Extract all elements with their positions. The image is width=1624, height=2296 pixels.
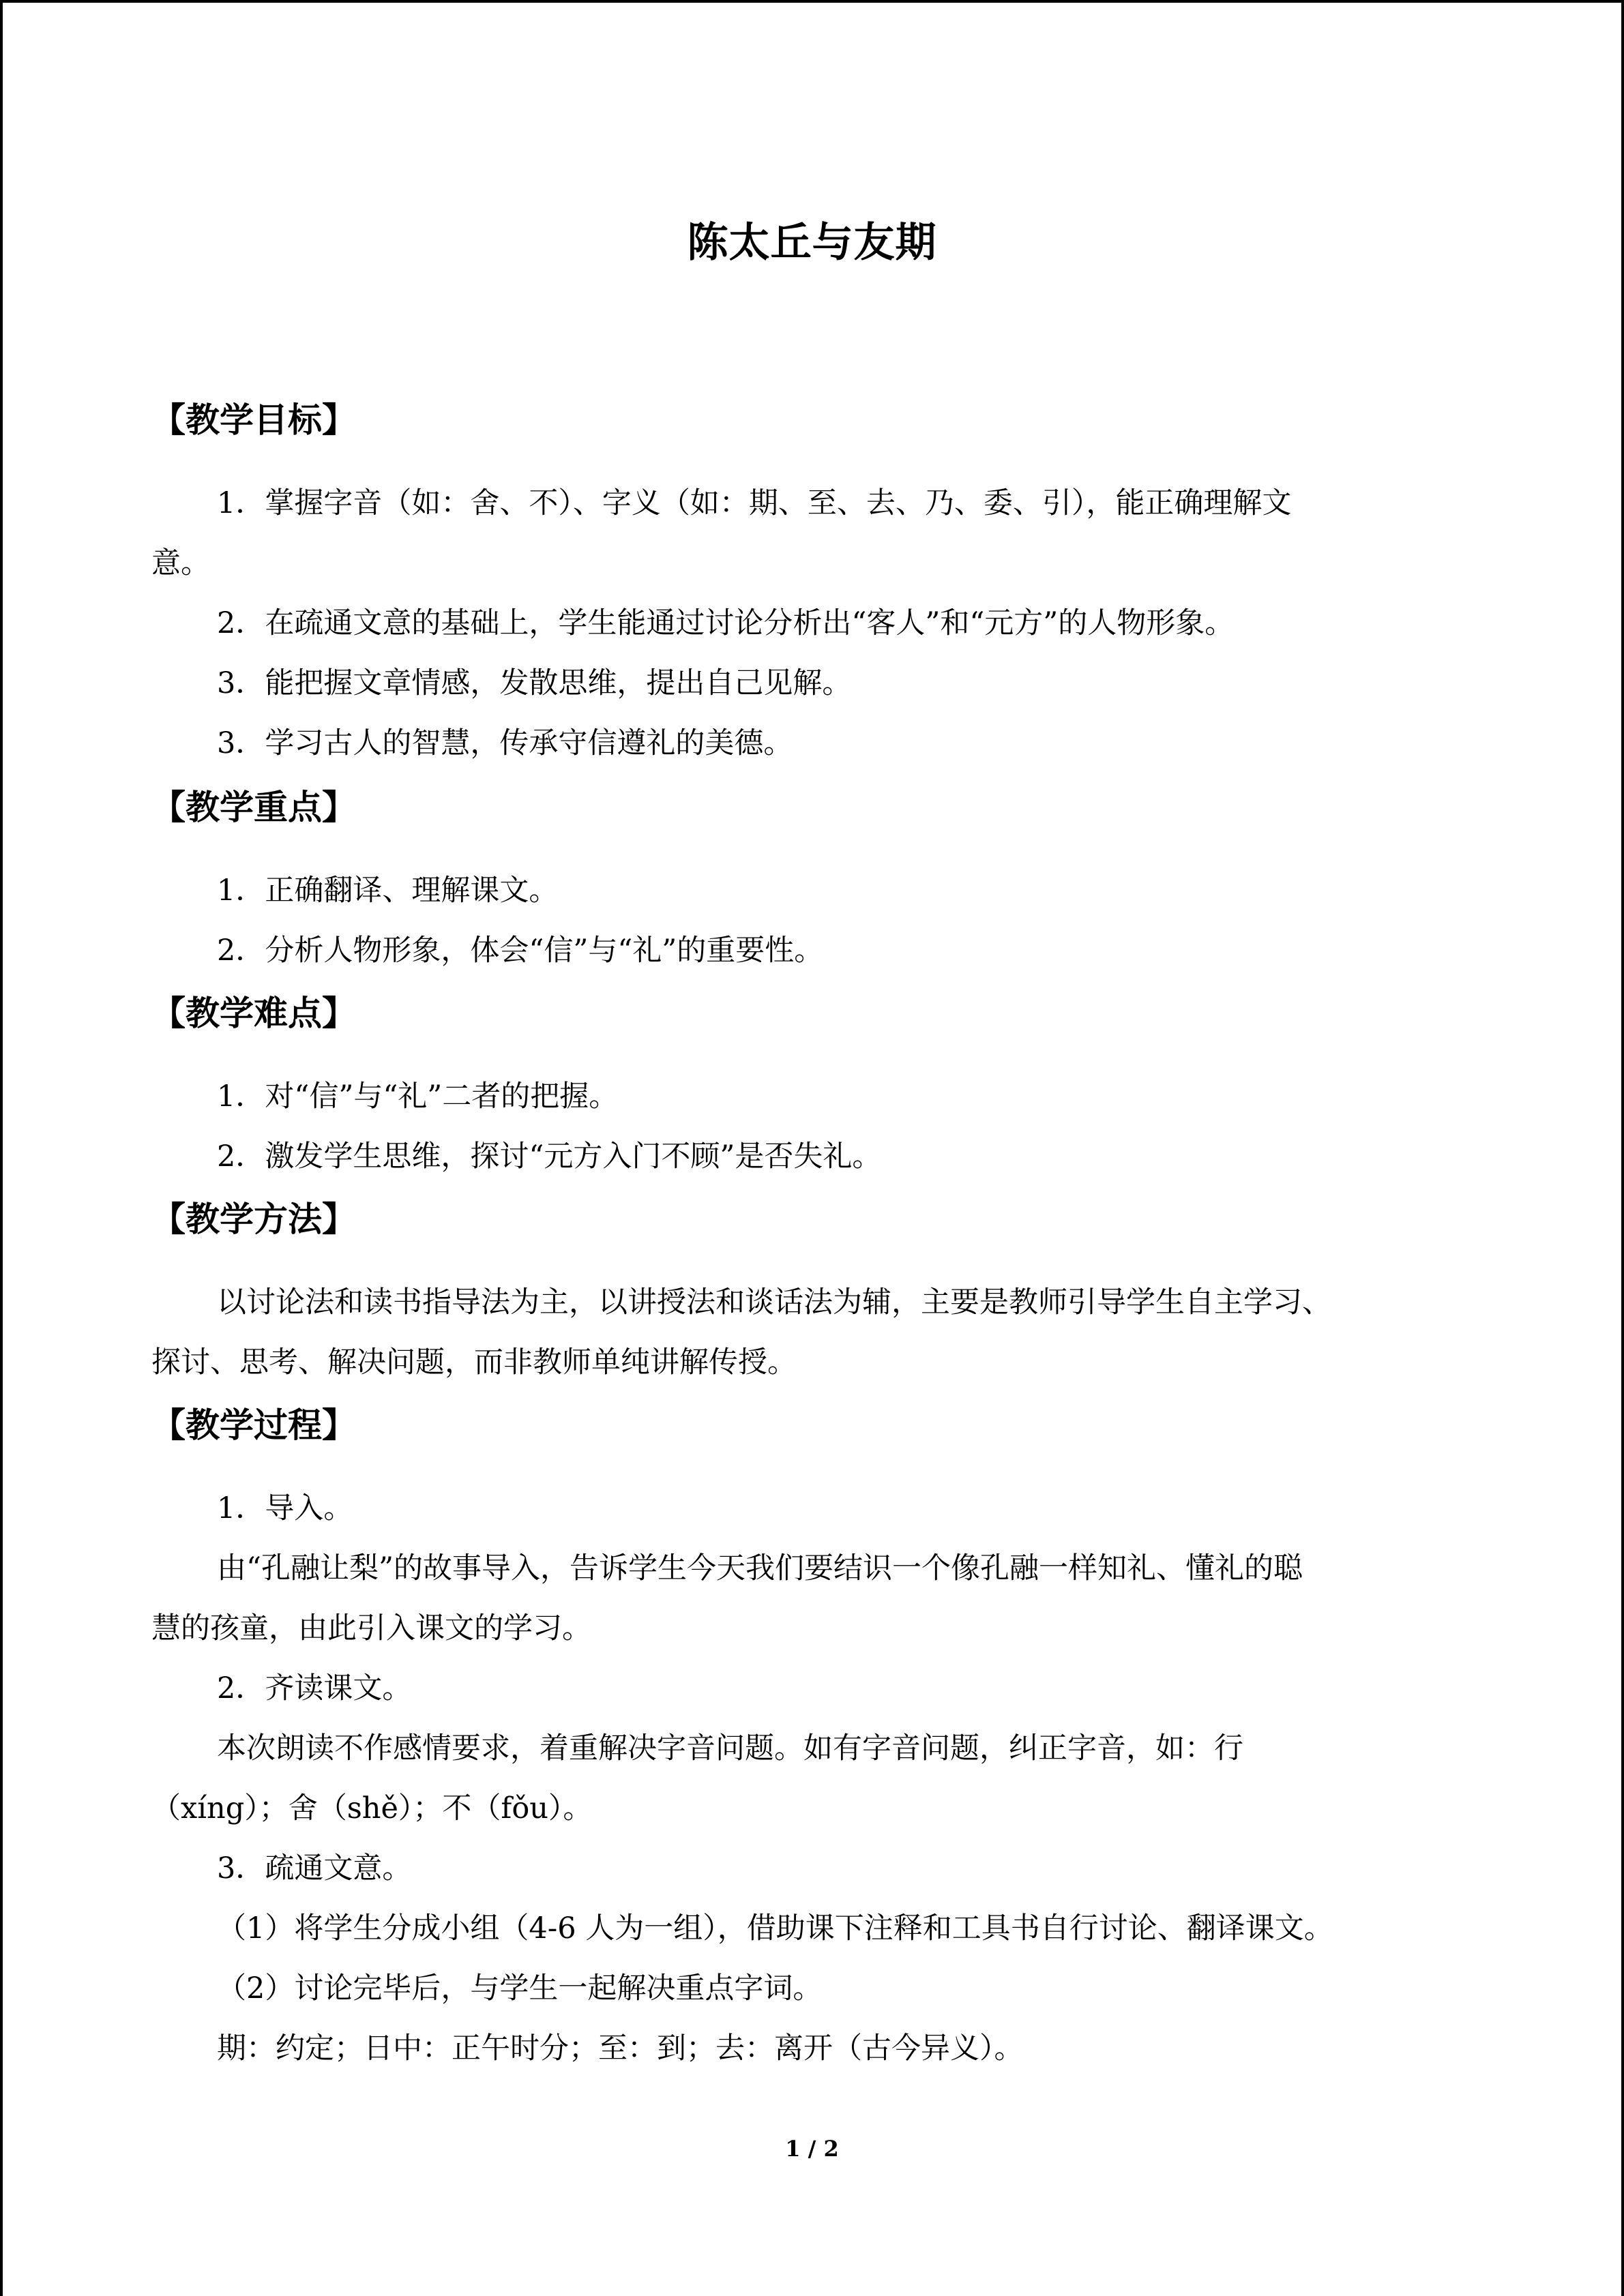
- key-points-line-2: 2．分析人物形象，体会“信”与“礼”的重要性。: [217, 934, 824, 968]
- difficulties-line-2: 2．激发学生思维，探讨“元方入门不顾”是否失礼。: [217, 1139, 882, 1174]
- process-line-3: 慧的孩童，由此引入课文的学习。: [151, 1611, 591, 1645]
- objectives-line-2: 2．在疏通文意的基础上，学生能通过讨论分析出“客人”和“元方”的人物形象。: [217, 606, 1235, 640]
- difficulties-line-1: 1．对“信”与“礼”二者的把握。: [217, 1079, 619, 1114]
- document-title: 陈太丘与友期: [687, 219, 937, 267]
- section-heading-key-points: 【教学重点】: [151, 787, 356, 827]
- process-line-10: 期：约定；日中：正午时分；至：到；去：离开（古今异义）。: [217, 2031, 1024, 2066]
- process-line-5: 本次朗读不作感情要求，着重解决字音问题。如有字音问题，纠正字音，如：行: [217, 1731, 1243, 1765]
- objectives-line-3: 3．能把握文章情感，发散思维，提出自己见解。: [217, 666, 852, 700]
- section-heading-difficulties: 【教学难点】: [151, 993, 356, 1033]
- key-points-line-1: 1．正确翻译、理解课文。: [217, 874, 559, 908]
- process-line-4: 2．齐读课文。: [217, 1671, 412, 1705]
- section-heading-objectives: 【教学目标】: [151, 400, 356, 440]
- objectives-line-1: 1．掌握字音（如：舍、不）、字义（如：期、至、去、乃、委、引），能正确理解文: [217, 486, 1292, 520]
- objectives-line-4: 3．学习古人的智慧，传承守信遵礼的美德。: [217, 726, 793, 760]
- objectives-line-1-cont: 意。: [151, 546, 210, 580]
- methods-line-2: 探讨、思考、解决问题，而非教师单纯讲解传授。: [151, 1345, 797, 1380]
- process-line-2: 由“孔融让梨”的故事导入，告诉学生今天我们要结识一个像孔融一样知礼、懂礼的聪: [217, 1551, 1303, 1585]
- section-heading-process: 【教学过程】: [151, 1405, 356, 1445]
- process-line-6: （xíng）；舍（shě）；不（fǒu）。: [151, 1791, 593, 1825]
- section-heading-methods: 【教学方法】: [151, 1199, 356, 1239]
- process-line-9: （2）讨论完毕后，与学生一起解决重点字词。: [217, 1971, 823, 2006]
- process-line-7: 3．疏通文意。: [217, 1851, 412, 1885]
- page-number: 1 / 2: [785, 2136, 839, 2162]
- process-line-1: 1．导入。: [217, 1491, 353, 1525]
- process-line-8: （1）将学生分成小组（4-6 人为一组），借助课下注释和工具书自行讨论、翻译课文。: [217, 1911, 1333, 1945]
- methods-line-1: 以讨论法和读书指导法为主，以讲授法和谈话法为辅，主要是教师引导学生自主学习、: [217, 1285, 1331, 1320]
